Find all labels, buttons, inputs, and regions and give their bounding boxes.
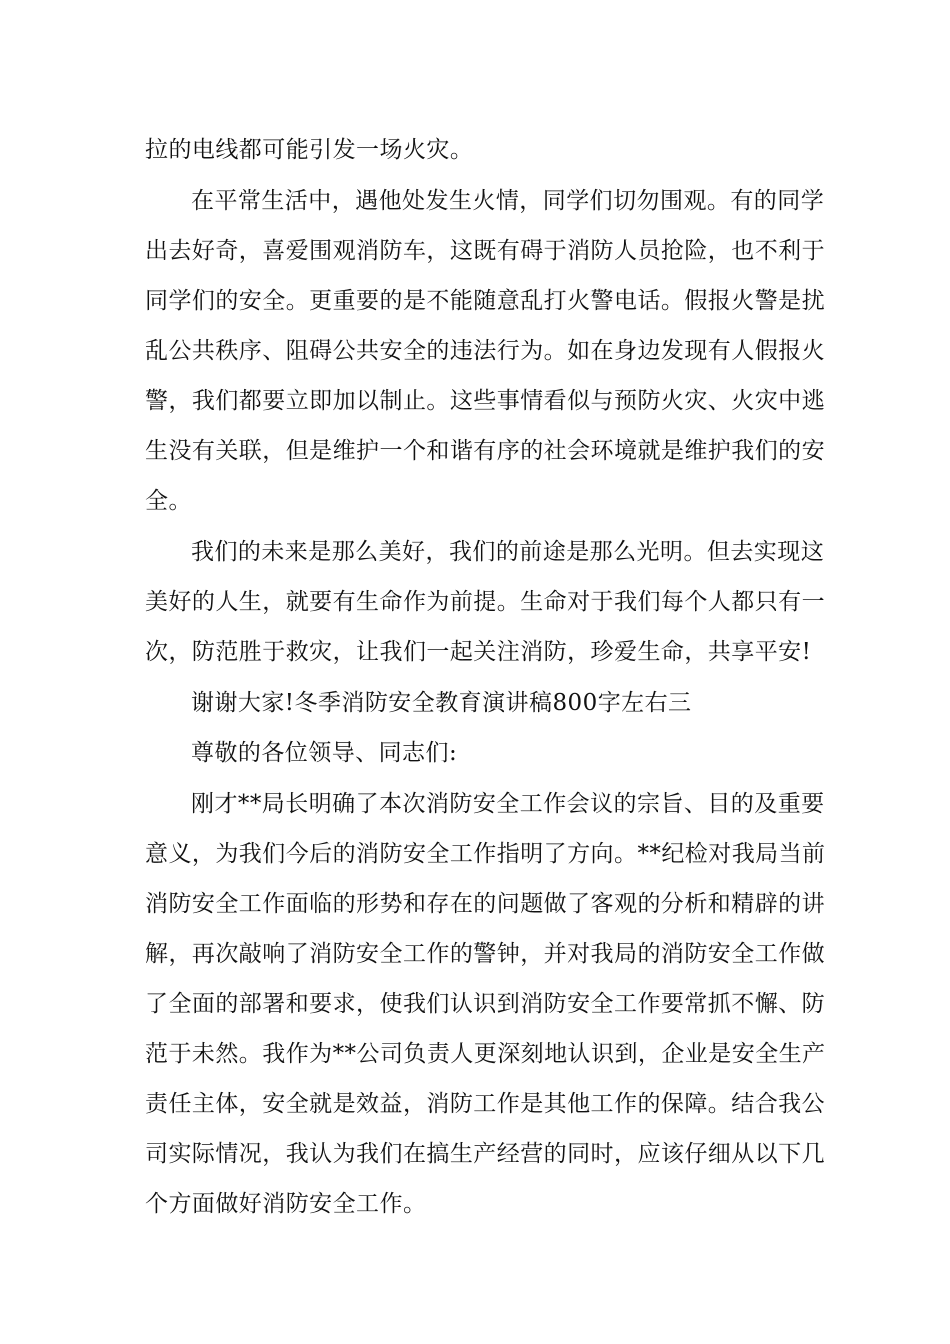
text-line: 消防安全工作面临的形势和存在的问题做了客观的分析和精辟的讲 — [145, 891, 826, 917]
text-line: 范于未然。我作为**公司负责人更深刻地认识到，企业是安全生产 — [145, 1041, 826, 1067]
text-line: 责任主体，安全就是效益，消防工作是其他工作的保障。结合我公 — [145, 1091, 826, 1117]
text-line: 生没有关联，但是维护一个和谐有序的社会环境就是维护我们的安 — [145, 438, 826, 464]
text-line: 意义，为我们今后的消防安全工作指明了方向。**纪检对我局当前 — [145, 841, 826, 867]
paragraph-first-line: 我们的未来是那么美好，我们的前途是那么光明。但去实现这 — [191, 539, 825, 565]
text-line: 拉的电线都可能引发一场火灾。 — [145, 137, 474, 163]
salutation: 尊敬的各位领导、同志们: — [191, 740, 458, 766]
paragraph-first-line: 在平常生活中，遇他处发生火情，同学们切勿围观。有的同学 — [191, 188, 825, 214]
text-line: 解，再次敲响了消防安全工作的警钟，并对我局的消防安全工作做 — [145, 941, 826, 967]
text-line: 次，防范胜于救灾，让我们一起关注消防，珍爱生命，共享平安! — [145, 639, 812, 665]
text-line: 乱公共秩序、阻碍公共安全的违法行为。如在身边发现有人假报火 — [145, 338, 826, 364]
text-line: 警，我们都要立即加以制止。这些事情看似与预防火灾、火灾中逃 — [145, 388, 826, 414]
text-line: 美好的人生，就要有生命作为前提。生命对于我们每个人都只有一 — [145, 589, 826, 615]
text-line: 司实际情况，我认为我们在搞生产经营的同时，应该仔细从以下几 — [145, 1141, 826, 1167]
section-heading: 谢谢大家!冬季消防安全教育演讲稿800字左右三 — [191, 690, 692, 716]
text-line: 了全面的部署和要求，使我们认识到消防安全工作要常抓不懈、防 — [145, 991, 826, 1017]
text-line: 同学们的安全。更重要的是不能随意乱打火警电话。假报火警是扰 — [145, 288, 826, 314]
text-line: 出去好奇，喜爱围观消防车，这既有碍于消防人员抢险，也不利于 — [145, 238, 826, 264]
paragraph-first-line: 刚才**局长明确了本次消防安全工作会议的宗旨、目的及重要 — [191, 791, 825, 817]
text-line: 个方面做好消防安全工作。 — [145, 1191, 427, 1217]
text-line: 全。 — [145, 488, 192, 514]
